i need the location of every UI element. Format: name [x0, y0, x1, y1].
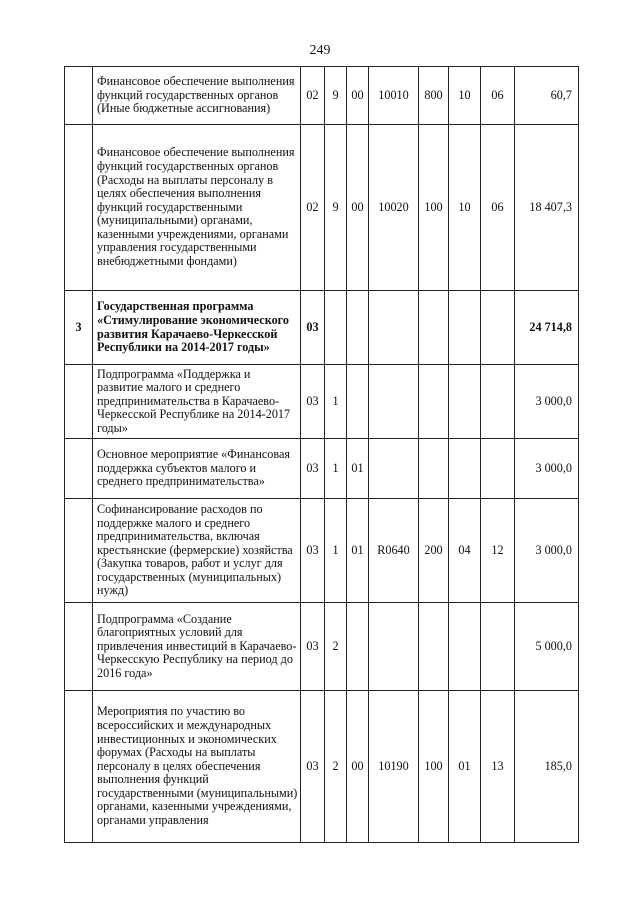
row-number	[65, 603, 93, 691]
code-department: 10	[449, 67, 481, 125]
code-department	[449, 439, 481, 499]
code-subprogram: 01	[347, 499, 369, 603]
code-program	[325, 291, 347, 365]
code-section: 03	[301, 691, 325, 843]
row-number	[65, 125, 93, 291]
code-expense-type	[419, 291, 449, 365]
row-amount: 18 407,3	[515, 125, 579, 291]
code-program: 1	[325, 365, 347, 439]
code-direction: 10190	[369, 691, 419, 843]
row-number	[65, 691, 93, 843]
code-section: 03	[301, 439, 325, 499]
code-department	[449, 291, 481, 365]
code-subdepartment: 06	[481, 67, 515, 125]
code-expense-type: 200	[419, 499, 449, 603]
code-department: 10	[449, 125, 481, 291]
code-expense-type	[419, 365, 449, 439]
code-program: 9	[325, 125, 347, 291]
code-subprogram	[347, 365, 369, 439]
code-expense-type: 100	[419, 691, 449, 843]
code-program: 1	[325, 499, 347, 603]
code-program: 2	[325, 603, 347, 691]
row-amount: 5 000,0	[515, 603, 579, 691]
table-row	[65, 691, 579, 843]
row-description: Основное мероприятие «Финансовая поддержка субъектов малого и среднего предпринимательства»	[93, 439, 301, 499]
code-expense-type	[419, 603, 449, 691]
row-number	[65, 439, 93, 499]
row-amount: 185,0	[515, 691, 579, 843]
row-amount: 3 000,0	[515, 499, 579, 603]
code-direction	[369, 439, 419, 499]
table-row	[65, 291, 579, 365]
code-program: 1	[325, 439, 347, 499]
code-subdepartment	[481, 291, 515, 365]
row-number	[65, 67, 93, 125]
page-number: 249	[309, 43, 331, 58]
code-expense-type	[419, 439, 449, 499]
row-description: Финансовое обеспечение выполнения функций государственных органов (Иные бюджетные ассигнования)	[93, 67, 301, 125]
row-description: Подпрограмма «Поддержка и развитие малого и среднего предпринимательства в Карачаево-Черкесской Республике на 2014-2017 годы»	[93, 365, 301, 439]
row-description: Мероприятия по участию во всероссийских и международных инвестиционных и экономических форумах (Расходы на выплаты персоналу в целях обеспечения выполнения функций государственными (муниципальными) органами, казенными учреждениями, органами управления	[93, 691, 301, 843]
code-subprogram: 01	[347, 439, 369, 499]
code-subprogram: 00	[347, 125, 369, 291]
table-row	[65, 365, 579, 439]
code-section: 02	[301, 125, 325, 291]
row-description: Государственная программа «Стимулирование экономического развития Карачаево-Черкесской Республики на 2014-2017 годы»	[93, 291, 301, 365]
row-amount: 60,7	[515, 67, 579, 125]
code-department: 01	[449, 691, 481, 843]
row-amount: 3 000,0	[515, 439, 579, 499]
table-row	[65, 603, 579, 691]
code-section: 03	[301, 365, 325, 439]
table-row	[65, 439, 579, 499]
code-subdepartment: 13	[481, 691, 515, 843]
code-subprogram: 00	[347, 691, 369, 843]
code-subprogram	[347, 603, 369, 691]
row-amount: 3 000,0	[515, 365, 579, 439]
row-number	[65, 499, 93, 603]
code-section: 03	[301, 603, 325, 691]
code-direction: R0640	[369, 499, 419, 603]
code-direction	[369, 603, 419, 691]
code-program: 9	[325, 67, 347, 125]
code-direction	[369, 291, 419, 365]
table-row	[65, 67, 579, 125]
code-direction	[369, 365, 419, 439]
code-department	[449, 365, 481, 439]
code-direction: 10020	[369, 125, 419, 291]
code-subprogram: 00	[347, 67, 369, 125]
row-amount: 24 714,8	[515, 291, 579, 365]
code-department: 04	[449, 499, 481, 603]
table-row	[65, 125, 579, 291]
code-subdepartment	[481, 365, 515, 439]
code-program: 2	[325, 691, 347, 843]
code-subdepartment	[481, 603, 515, 691]
budget-table	[64, 66, 579, 843]
code-subdepartment	[481, 439, 515, 499]
row-number: 3	[65, 291, 93, 365]
code-section: 03	[301, 499, 325, 603]
row-description: Финансовое обеспечение выполнения функций государственных органов (Расходы на выплаты персоналу в целях обеспечения выполнения функций государственными (муниципальными) органами, казенными учреждениями, органами управления государственными внебюджетными фондами)	[93, 125, 301, 291]
code-section: 03	[301, 291, 325, 365]
code-section: 02	[301, 67, 325, 125]
code-expense-type: 800	[419, 67, 449, 125]
code-department	[449, 603, 481, 691]
code-subdepartment: 12	[481, 499, 515, 603]
code-expense-type: 100	[419, 125, 449, 291]
row-description: Софинансирование расходов по поддержке малого и среднего предпринимательства, включая крестьянские (фермерские) хозяйства (Закупка товаров, работ и услуг для государственных (муниципальных) нужд)	[93, 499, 301, 603]
code-subprogram	[347, 291, 369, 365]
row-description: Подпрограмма «Создание благоприятных условий для привлечения инвестиций в Карачаево-Черкесскую Республику на период до 2016 года»	[93, 603, 301, 691]
table-row	[65, 499, 579, 603]
row-number	[65, 365, 93, 439]
code-direction: 10010	[369, 67, 419, 125]
code-subdepartment: 06	[481, 125, 515, 291]
